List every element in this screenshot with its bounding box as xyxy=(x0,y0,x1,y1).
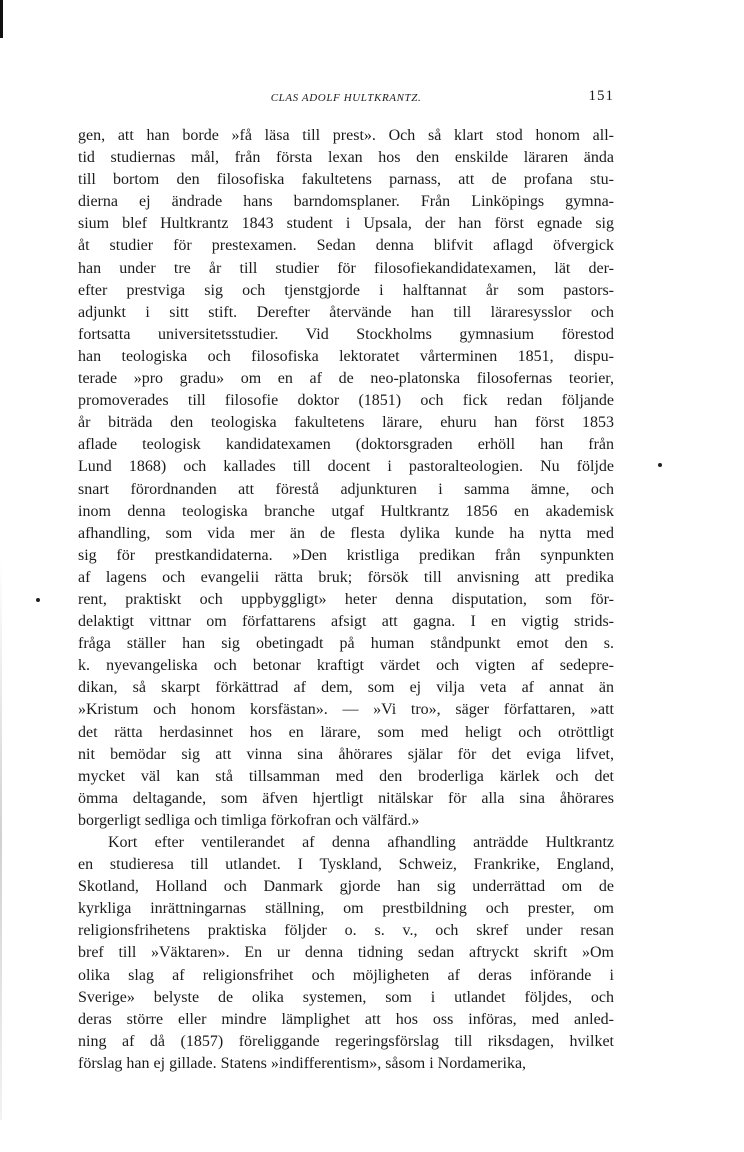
text-line: k. nyevangeliska och betonar kraftigt värdet och vigten af sedepre- xyxy=(78,657,614,675)
text-line: Lund 1868) och kallades till docent i pastoralteologien. Nu följde xyxy=(78,458,614,476)
text-line: aflade teologisk kandidatexamen (doktorsgraden erhöll han från xyxy=(78,436,614,454)
text-line: efter prestviga sig och tjenstgjorde i halftannat år som pastors- xyxy=(78,281,614,299)
text-line: »Kristum och honom korsfästan». — »Vi tro», säger författaren, »att xyxy=(78,701,614,719)
text-line: olika slag af religionsfrihet och möjligheten af deras införande i xyxy=(78,966,614,984)
text-line: han teologiska och filosofiska lektoratet vårterminen 1851, dispu- xyxy=(78,347,614,365)
text-line: Skotland, Holland och Danmark gjorde han sig underrättad om de xyxy=(78,878,614,896)
text-line: dierna ej ändrade hans barndomsplaner. Från Linköpings gymna- xyxy=(78,193,614,211)
text-line: bref till »Väktaren». En ur denna tidning sedan aftryckt skrift »Om xyxy=(78,944,614,962)
text-line: fråga ställer han sig obetingadt på human ståndpunkt emot den s. xyxy=(78,635,614,653)
text-line: af lagens och evangelii rätta bruk; försök till anvisning att predika xyxy=(78,568,614,586)
page-number: 151 xyxy=(588,88,614,104)
text-line: en studieresa till utlandet. I Tyskland, Schweiz, Frankrike, England, xyxy=(78,856,614,874)
text-line: afhandling, som vida mer än de flesta dylika kunde ha nytta med xyxy=(78,524,614,542)
scan-edge-bar xyxy=(0,0,3,38)
text-line: ning af då (1857) föreliggande regeringsförslag till riksdagen, hvilket xyxy=(78,1032,614,1050)
text-line: kyrkliga inrättningarnas ställning, om prestbildning och prester, om xyxy=(78,900,614,918)
text-line: åt studier för prestexamen. Sedan denna blifvit aflagd öfvergick xyxy=(78,237,614,255)
text-line: promoverades till filosofie doktor (1851) och fick redan följande xyxy=(78,392,614,410)
text-line: sium blef Hultkrantz 1843 student i Upsala, der han först egnade sig xyxy=(78,215,614,233)
running-head: CLAS ADOLF HULTKRANTZ. xyxy=(270,92,422,104)
text-line: deras större eller mindre lämplighet att hos oss införas, med anled- xyxy=(78,1010,614,1028)
text-line: terade »pro gradu» om en af de neo-platonska filosofernas teorier, xyxy=(78,370,614,388)
paragraph xyxy=(78,832,614,1075)
text-line: år biträda den teologiska fakultetens lärare, ehuru han först 1853 xyxy=(78,414,614,432)
stray-mark-right xyxy=(658,463,662,467)
scan-edge-shadow xyxy=(0,560,2,1120)
text-line: adjunkt i sitt stift. Derefter återvände han till läraresysslor och xyxy=(78,303,614,321)
text-line: religionsfrihetens praktiska följder o. s. v., och skref under resan xyxy=(78,922,614,940)
text-line: fortsatta universitetsstudier. Vid Stockholms gymnasium förestod xyxy=(78,325,614,343)
text-line: gen, att han borde »få läsa till prest». Och så klart stod honom all- xyxy=(78,127,614,144)
stray-mark-left xyxy=(36,598,40,602)
text-line: mycket väl kan stå tillsamman med den broderliga kärlek och det xyxy=(78,767,614,785)
text-line: rent, praktiskt och uppbyggligt» heter denna disputation, som för- xyxy=(78,590,614,608)
text-line: snart förordnanden att förestå adjunkturen i samma ämne, och xyxy=(78,480,614,498)
text-line: till bortom den filosofiska fakultetens parnass, att de profana stu- xyxy=(78,171,614,189)
text-line: nit bemödar sig att vinna sina åhörares själar för det eviga lifvet, xyxy=(78,745,614,763)
text-line: tid studiernas mål, från första lexan hos den enskilde läraren ända xyxy=(78,149,614,167)
text-line: han under tre år till studier för filosofiekandidatexamen, lät der- xyxy=(78,259,614,277)
paragraph xyxy=(78,125,614,832)
text-line: inom denna teologiska branche utgaf Hultkrantz 1856 en akademisk xyxy=(78,502,614,520)
text-line: borgerligt sedliga och timliga förkofran och välfärd.» xyxy=(78,811,420,829)
text-line: Kort efter ventilerandet af denna afhandling anträdde Hultkrantz xyxy=(108,834,614,851)
text-line: delaktigt vittnar om författarens afsigt att gagna. I en vigtig strids- xyxy=(78,613,614,631)
page-header xyxy=(78,88,614,112)
text-line: sig för prestkandidaterna. »Den kristliga predikan från synpunkten xyxy=(78,546,614,564)
text-line: ömma deltagande, som äfven hjertligt nitälskar för alla sina åhörares xyxy=(78,789,614,807)
text-line: dikan, så skarpt förkättrad af dem, som ej vilja veta af annat än xyxy=(78,679,614,697)
text-line: förslag han ej gillade. Statens »indifferentism», såsom i Nordamerika, xyxy=(78,1054,527,1072)
body-text xyxy=(78,125,614,1075)
text-line: Sverige» belyste de olika systemen, som i utlandet följdes, och xyxy=(78,988,614,1006)
text-line: det rätta herdasinnet hos en lärare, som med heligt och otröttligt xyxy=(78,723,614,741)
